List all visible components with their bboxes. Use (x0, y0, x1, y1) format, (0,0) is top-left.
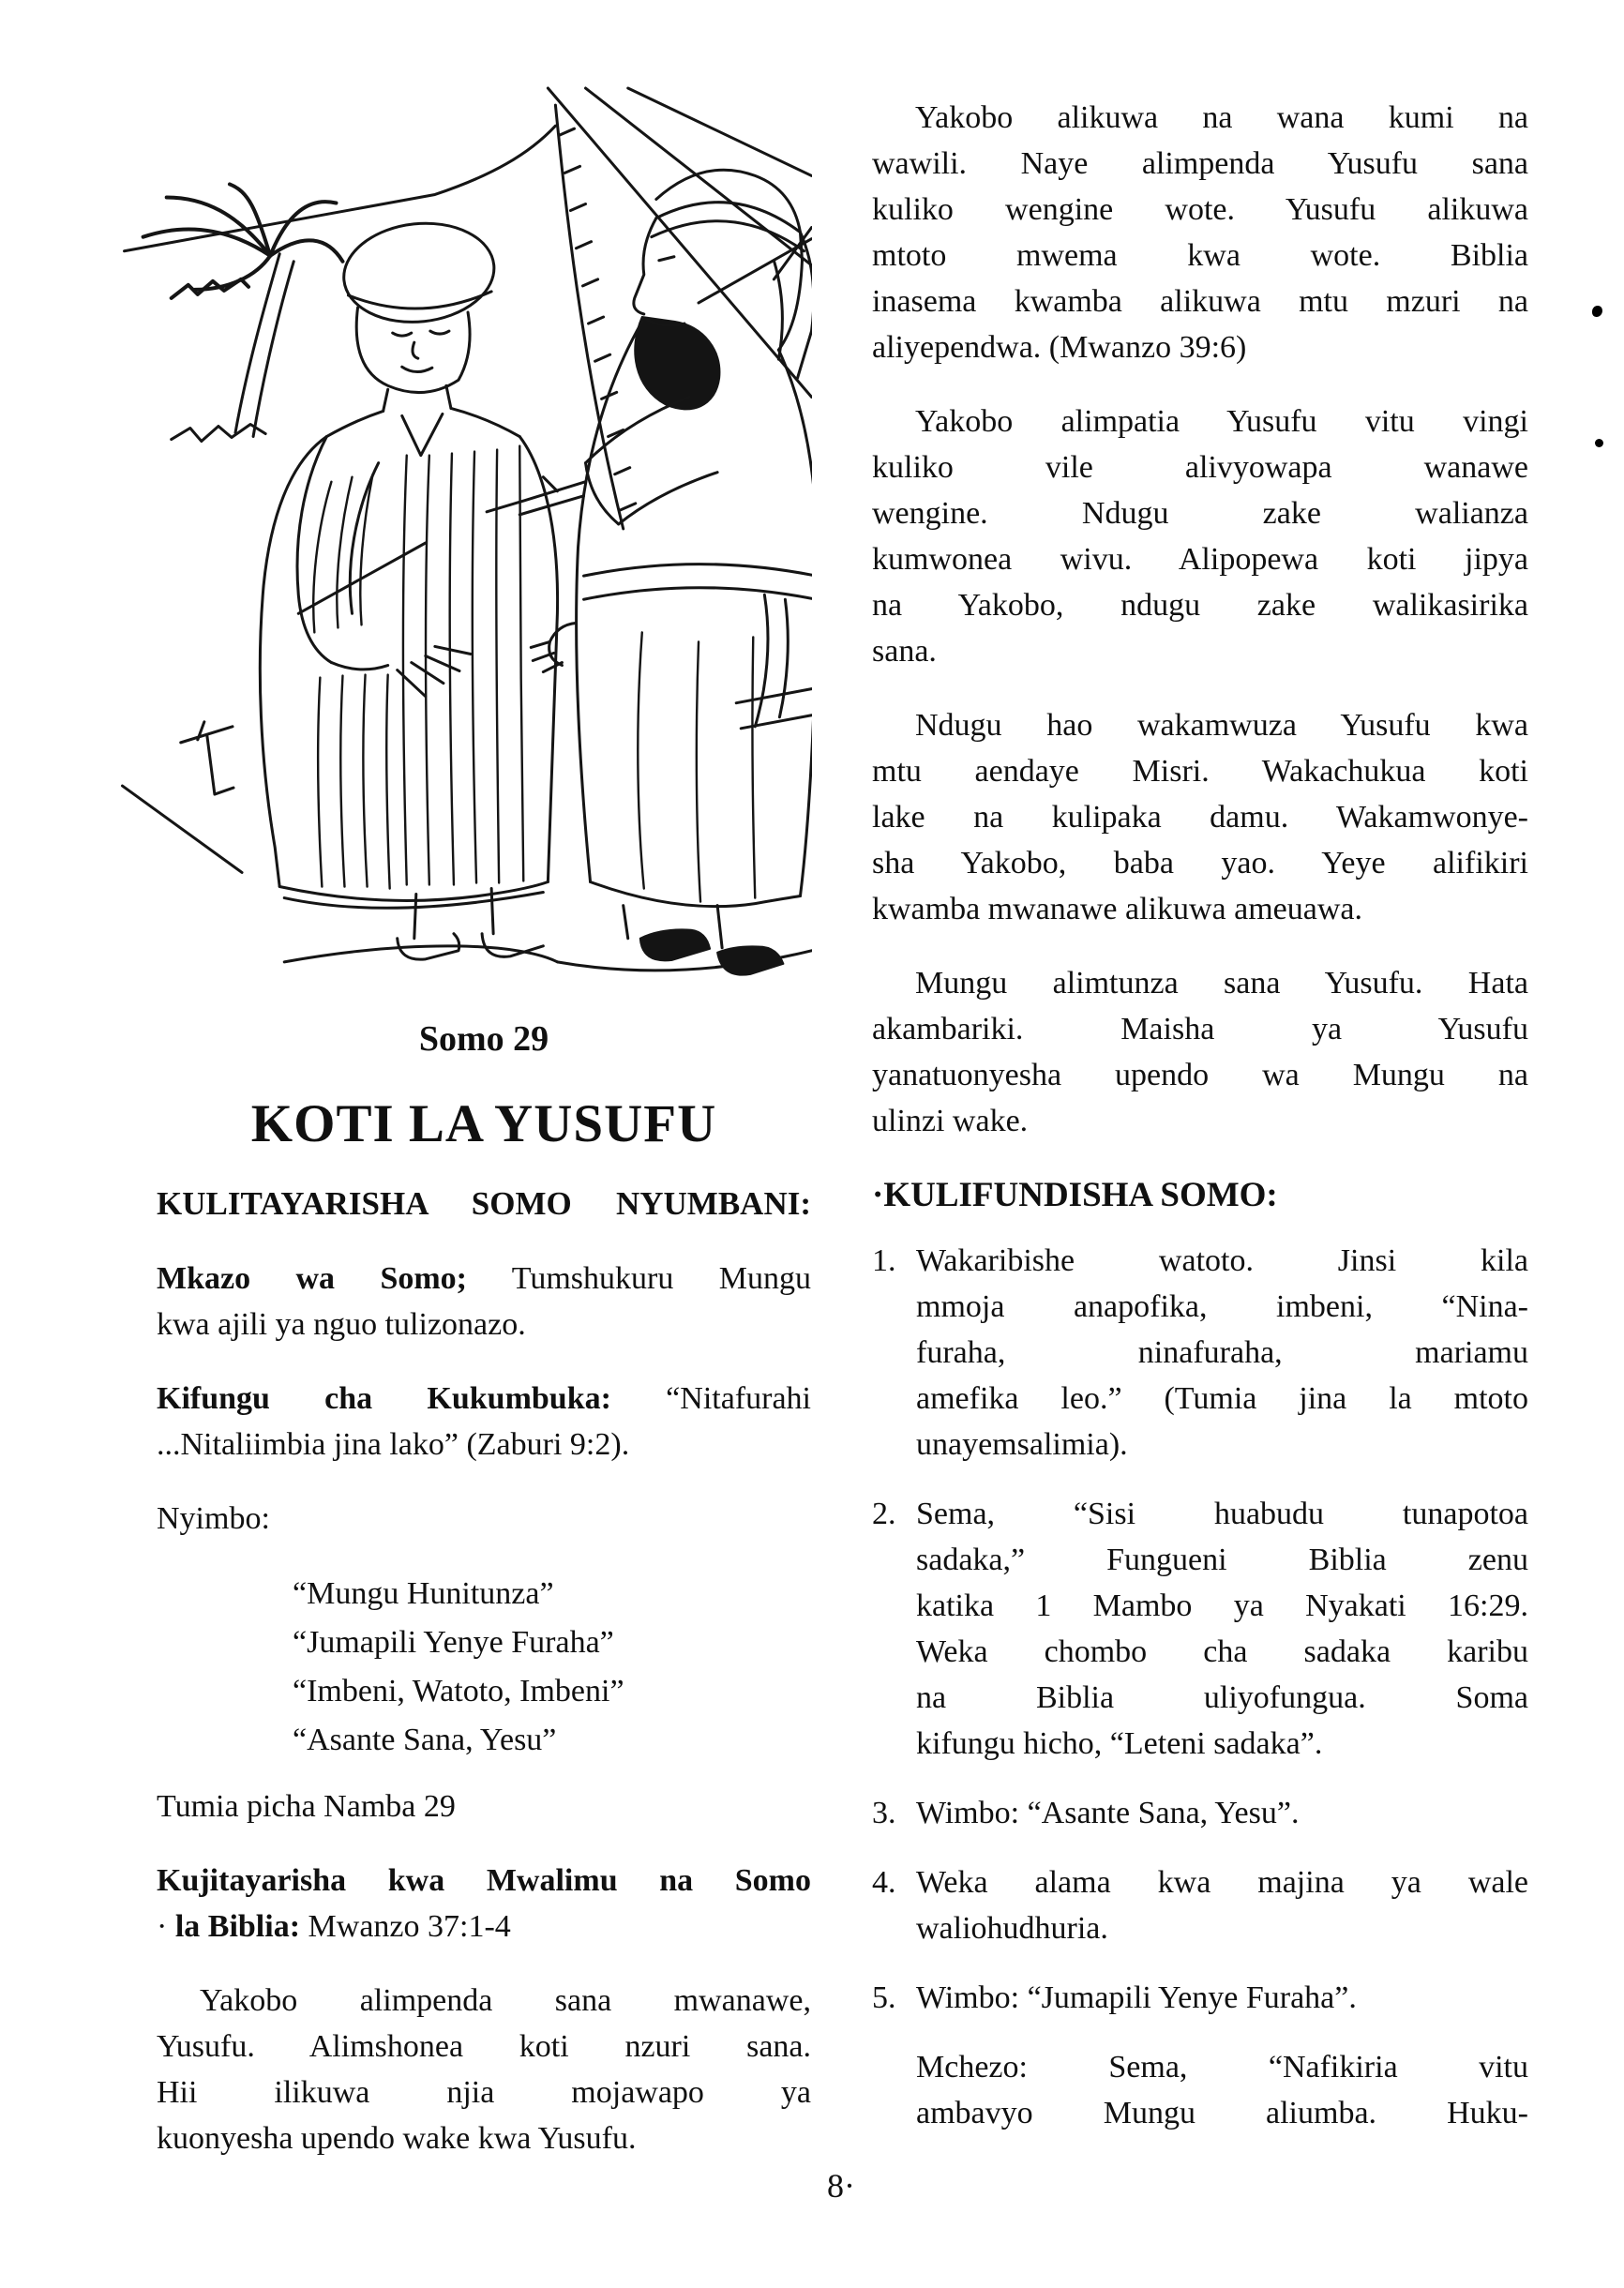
text-line (916, 1721, 1528, 1767)
text-segment: Hii ilikuwa njia mojawapo ya (157, 2075, 811, 2110)
text-segment: lake na kulipaka damu. Wakamwonye- (872, 800, 1528, 835)
list-item (872, 1859, 1528, 1951)
text-line (157, 2115, 811, 2161)
text-line (157, 1302, 811, 1347)
lesson-number: Somo 29 (418, 1019, 549, 1059)
prep-heading: KULITAYARISHA SOMO NYUMBANI: (157, 1185, 811, 1222)
text-segment: kifungu hicho, “Leteni sadaka”. (916, 1726, 1323, 1761)
text-segment: akambariki. Maisha ya Yusufu (872, 1012, 1528, 1046)
text-segment: Yusufu. Alimshonea koti nzuri sana. (157, 2029, 811, 2064)
page-number: 8· (827, 2167, 855, 2205)
paragraph (872, 2044, 1528, 2136)
text-line (916, 1537, 1528, 1583)
text-segment: “Jumapili Yenye Furaha” (293, 1625, 614, 1660)
paragraph (157, 1858, 811, 1949)
song-title (157, 1618, 811, 1667)
text-line (157, 1784, 811, 1829)
text-segment: Tumia picha Namba 29 (157, 1789, 456, 1824)
text-line (157, 2024, 811, 2070)
text-segment: kuliko wengine wote. Yusufu alikuwa (872, 192, 1528, 227)
list-item (872, 1491, 1528, 1767)
jacob-joseph-drawing (114, 86, 812, 1000)
text-segment: Yakobo alimpenda sana mwanawe, (200, 1983, 811, 2018)
left-column-body (157, 1256, 811, 2161)
text-line (872, 886, 1528, 932)
text-segment: Tumshukuru Mungu (467, 1261, 811, 1296)
text-segment: na Yakobo, ndugu zake walikasirika (872, 588, 1528, 623)
text-segment: ...Nitaliimbia jina lako” (Zaburi 9:2). (157, 1427, 630, 1462)
paragraph (157, 1376, 811, 1468)
text-segment: Mwanzo 37:1-4 (300, 1909, 511, 1944)
text-segment: la Biblia: (174, 1909, 301, 1944)
song-list (157, 1570, 811, 1765)
list-number: 3. (872, 1796, 896, 1830)
list-item (872, 1975, 1528, 2021)
text-segment: Kujitayarisha kwa Mwalimu na Somo (157, 1863, 811, 1898)
text-line (916, 1238, 1528, 1284)
text-segment: unayemsalimia). (916, 1427, 1128, 1462)
text-line (872, 794, 1528, 840)
text-line (872, 95, 1528, 141)
section-heading: ·KULIFUNDISHA SOMO: (872, 1176, 1278, 1214)
text-line (872, 1052, 1528, 1098)
text-line (872, 324, 1528, 370)
ink-speck (1592, 306, 1602, 317)
text-segment: Wakaribishe watoto. Jinsi kila (916, 1243, 1528, 1278)
text-line (872, 490, 1528, 536)
text-segment: Weka chombo cha sadaka karibu (916, 1634, 1528, 1669)
text-segment: Mungu alimtunza sana Yusufu. Hata (915, 966, 1528, 1001)
text-segment: Yakobo alikuwa na wana kumi na (915, 100, 1528, 135)
text-line (157, 2070, 811, 2115)
text-line (157, 1422, 811, 1468)
paragraph (872, 399, 1528, 674)
paragraph (872, 95, 1528, 370)
text-line (872, 399, 1528, 444)
text-segment: Mchezo: Sema, “Nafikiria vitu (916, 2050, 1528, 2085)
text-line (872, 536, 1528, 582)
list-number: 2. (872, 1497, 896, 1531)
text-line (916, 1376, 1528, 1422)
text-line (872, 840, 1528, 886)
text-line (157, 1496, 811, 1542)
text-line (916, 1422, 1528, 1468)
text-segment: kumwonea wivu. Alipopewa koti jipya (872, 542, 1528, 577)
list-number: 4. (872, 1865, 896, 1900)
text-segment: aliyependwa. (Mwanzo 39:6) (872, 330, 1247, 365)
text-segment: mtu aendaye Misri. Wakachukua koti (872, 754, 1528, 789)
text-segment: Ndugu hao wakamwuza Yusufu kwa (915, 708, 1528, 743)
text-segment: na Biblia uliyofungua. Soma (916, 1680, 1528, 1715)
text-segment: mmoja anapofika, imbeni, “Nina- (916, 1289, 1528, 1324)
text-segment: “Nitafurahi (610, 1381, 811, 1416)
paragraph (157, 1256, 811, 1347)
text-segment: kwa ajili ya nguo tulizonazo. (157, 1307, 526, 1342)
text-line (157, 1978, 811, 2024)
text-line (916, 1330, 1528, 1376)
text-segment: sana. (872, 634, 937, 669)
text-segment: Yakobo alimpatia Yusufu vitu vingi (915, 404, 1528, 439)
text-line (916, 1975, 1528, 2021)
text-line (916, 2090, 1528, 2136)
text-segment: ulinzi wake. (872, 1104, 1029, 1138)
text-segment: ambavyo Mungu aliumba. Huku- (916, 2096, 1528, 2130)
text-segment: Wimbo: “Jumapili Yenye Furaha”. (916, 1980, 1357, 2015)
text-line (872, 702, 1528, 748)
text-line (872, 278, 1528, 324)
text-segment: kuonyesha upendo wake kwa Yusufu. (157, 2121, 637, 2156)
text-segment: katika 1 Mambo ya Nyakati 16:29. (916, 1588, 1528, 1623)
text-segment: amefika leo.” (Tumia jina la mtoto (916, 1381, 1528, 1416)
text-segment: sha Yakobo, baba yao. Yeye alifikiri (872, 846, 1528, 881)
text-segment: kwamba mwanawe alikuwa ameuawa. (872, 892, 1362, 926)
text-line (916, 1491, 1528, 1537)
text-line (872, 748, 1528, 794)
text-line (916, 1583, 1528, 1629)
text-line (872, 582, 1528, 628)
text-segment: Sema, “Sisi huabudu tunapotoa (916, 1497, 1528, 1531)
text-segment: Wimbo: “Asante Sana, Yesu”. (916, 1796, 1300, 1830)
lesson-title: KOTI LA YUSUFU (250, 1094, 717, 1153)
text-segment: Kifungu cha Kukumbuka: (157, 1381, 611, 1416)
text-segment: · (157, 1909, 175, 1944)
text-segment: sadaka,” Fungueni Biblia zenu (916, 1543, 1528, 1577)
text-line (157, 1376, 811, 1422)
song-title (157, 1716, 811, 1765)
text-line (157, 1858, 811, 1904)
story-illustration (114, 86, 812, 1000)
text-segment: waliohudhuria. (916, 1911, 1108, 1946)
text-segment: “Asante Sana, Yesu” (293, 1723, 557, 1757)
text-line (872, 141, 1528, 187)
text-segment: furaha, ninafuraha, mariamu (916, 1335, 1528, 1370)
text-line (872, 960, 1528, 1006)
text-line (872, 628, 1528, 674)
text-line (157, 1904, 811, 1949)
text-segment: kuliko vile alivyowapa wanawe (872, 450, 1528, 485)
text-line (916, 1859, 1528, 1905)
right-column (872, 95, 1528, 2164)
text-segment: wawili. Naye alimpenda Yusufu sana (872, 146, 1528, 181)
text-line (872, 233, 1528, 278)
text-segment: Weka alama kwa majina ya wale (916, 1865, 1528, 1900)
text-line (872, 1098, 1528, 1144)
text-segment: wengine. Ndugu zake walianza (872, 496, 1528, 531)
song-title (157, 1667, 811, 1716)
ink-speck (1595, 439, 1603, 447)
text-segment: mtoto mwema kwa wote. Biblia (872, 238, 1528, 273)
paragraph (872, 702, 1528, 932)
left-column (157, 1016, 811, 2190)
text-line (872, 187, 1528, 233)
list-item (872, 1238, 1528, 1468)
paragraph (157, 1978, 811, 2161)
text-line (916, 1284, 1528, 1330)
text-segment: yanatuonyesha upendo wa Mungu na (872, 1058, 1528, 1092)
text-line (916, 1675, 1528, 1721)
list-number: 1. (872, 1243, 896, 1278)
text-line (916, 1790, 1528, 1836)
text-line (916, 1629, 1528, 1675)
list-number: 5. (872, 1980, 896, 2015)
list-item (872, 1790, 1528, 1836)
paragraph (157, 1496, 811, 1542)
text-line (916, 2044, 1528, 2090)
text-segment: “Mungu Hunitunza” (293, 1576, 554, 1611)
text-line (872, 1006, 1528, 1052)
text-line (872, 444, 1528, 490)
text-segment: inasema kwamba alikuwa mtu mzuri na (872, 284, 1528, 319)
text-segment: “Imbeni, Watoto, Imbeni” (293, 1674, 624, 1708)
text-segment: Mkazo wa Somo; (157, 1261, 467, 1296)
text-line (157, 1256, 811, 1302)
text-segment: Nyimbo: (157, 1501, 270, 1536)
paragraph (157, 1784, 811, 1829)
text-line (916, 1905, 1528, 1951)
song-title (157, 1570, 811, 1618)
paragraph (872, 960, 1528, 1144)
